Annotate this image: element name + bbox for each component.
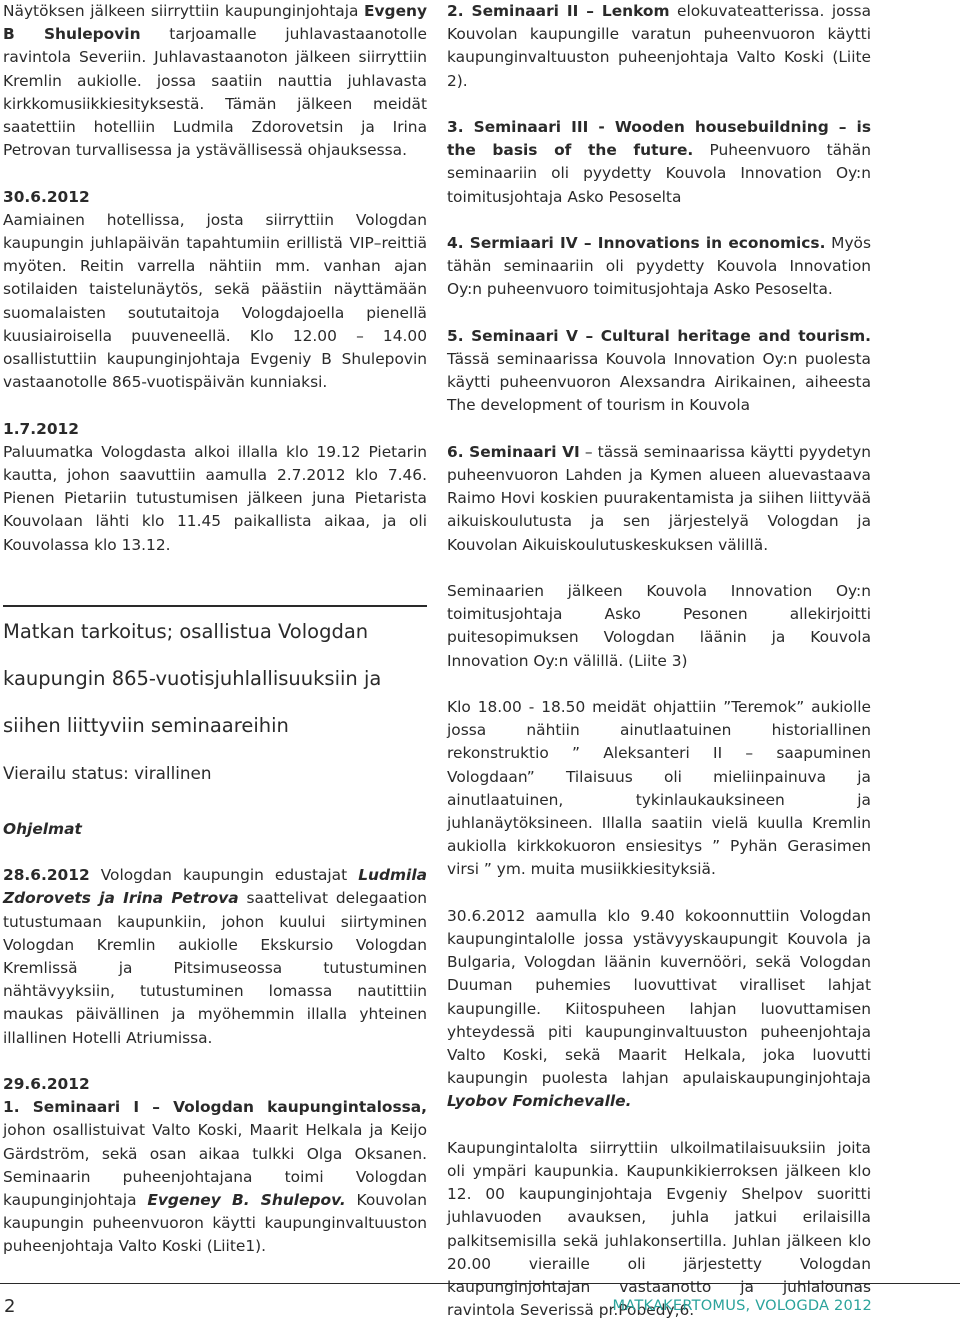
text-run: 30.6.2012 aamulla klo 9.40 kokoonnuttiin Vologdan kaupungintalolle jossa ystävyyskaupungit Kouvola ja Bulgaria, Vologdan läänin kuvernööri, sekä Vologdan Duuman puhemies luovuttivat viralliset lahjat kaupungille. Kiitospuheen lahjan luovuttamisen yhteydessä piti kaupunginvaltuuston puheenjohtaja Valto Koski, sekä Maarit Helkala, joka luovutti kaupungin puolesta lahjan apulaiskaupunginjohtaja (447, 906, 871, 1088)
text-run: 3. Seminaari III - Wooden housebuildning – is the basis of the future. (447, 118, 871, 160)
text-run: Evgeney B. Shulepov. (147, 1191, 346, 1210)
agreement-paragraph: Seminaarien jälkeen Kouvola Innovation Oy:n toimitusjohtaja Asko Pesonen allekirjoitti puitesopimuksen Vologdan läänin ja Kouvola Innovation Oy:n välillä. (Liite 3) (447, 582, 871, 670)
text-run: johon osallistuivat Valto Koski, Maarit Helkala ja Keijo Gärdström, sekä osan aikaa tulkki Olga Oksanen. Seminaarin puheenjohtajana toimi Vologdan kaupunginjohtaja (3, 1121, 427, 1210)
city-hall-paragraph (447, 905, 871, 1114)
seminar-4-paragraph (447, 232, 871, 302)
text-run: Kouvolan kaupungin puheenvuoron käytti kaupunginvaltuuston puheenjohtaja Valto Koski (Liite1). (3, 1191, 427, 1256)
text-run: Evgeny B Shulepovin (3, 2, 427, 44)
text-run: Myös tähän seminaariin oli pyydetty Kouvola Innovation Oy:n puheenvuoro toimitusjohtaja Asko Pesoselta. (447, 234, 871, 299)
text-run: 1. Seminaari I – Vologdan kaupungintalossa, (3, 1098, 427, 1117)
text-run: Näytöksen jälkeen siirryttiin kaupunginjohtaja (3, 2, 364, 20)
seminar-1-paragraph (3, 1096, 427, 1258)
seminar-5-paragraph (447, 325, 871, 418)
programs-heading: Ohjelmat (3, 820, 82, 838)
date-heading-29-6: 29.6.2012 (3, 1075, 90, 1094)
paragraph-28-6 (3, 864, 427, 1050)
section-divider (3, 605, 427, 607)
purpose-heading-line-2: kaupungin 865-vuotisjuhlallisuuksiin ja (3, 667, 382, 690)
text-run: Vologdan kaupungin edustajat (89, 866, 359, 885)
right-column (447, 0, 871, 1322)
text-run: saattelivat delegaation tutustumaan kaupunkiin, johon kuului siirtyminen Vologdan Kremlin aukiolle Ekskursio Vologdan Kremlissä ja Pitsimuseossa tutustuminen nähtävyyksiin, tutustuminen lomassa nautittiin maukas päivällinen ja myöhemmin illalla yhteinen illallinen Hotelli Atriumissa. (3, 889, 427, 1047)
purpose-heading-line-1: Matkan tarkoitus; osallistua Vologdan (3, 620, 369, 643)
page-number: 2 (4, 1296, 16, 1317)
date-heading-1-7: 1.7.2012 (3, 419, 79, 438)
footer-title: MATKAKERTOMUS, VOLOGDA 2012 (612, 1297, 872, 1314)
date-heading-30-6: 30.6.2012 (3, 187, 90, 206)
text-run: 5. Seminaari V – Cultural heritage and tourism. (447, 326, 871, 345)
text-run: – tässä seminaarissa käytti pyydetyn puheenvuoron Lahden ja Kymen alueen aluevastaava Raimo Hovi koskien puurakentamista ja siihen liittyvää aikuiskoulutusta ja sen järjestelyä Vologdan ja Kouvolan Aikuiskoulutuskeskuksen välillä. (447, 442, 871, 554)
visit-status: Vierailu status: virallinen (3, 763, 212, 783)
text-run: Tässä seminaarissa Kouvola Innovation Oy:n puolesta käytti puheenvuoron Alexsandra Airikainen, aiheesta The development of tourism in Kouvola (447, 350, 871, 415)
text-run: tarjoamalle juhlavastaanotolle ravintola Severiin. Juhlavastaanoton jälkeen siirryttiin Kremlin aukiolle. jossa saatiin nauttia juhlavasta kirkkomusiikkiesityksestä. Tämän jälkeen meidät saatettiin hotelliin Ludmila Zdorovetsin ja Irina Petrovan turvallisessa ja ystävällisessä ohjauksessa. (3, 25, 427, 160)
city-tour-paragraph: Kaupungintalolta siirryttiin ulkoilmatilaisuuksiin joita oli ympäri kaupunkia. Kaupunkikierroksen jälkeen klo 12. 00 kaupunginjohtaja Evgeniy Shelpov suoritti juhlavuoden avauksen, juhla jatkui erilaisilla palkitsemisilla sekä juhlakonsertilla. Juhlan jälkeen klo 20.00 vieraille oli järjestetty Vologdan kaupunginjohtajan vastaanotto ja juhlalounas ravintola Severissä pr.Pobedy,6. (447, 1138, 871, 1320)
intro-paragraph (3, 0, 427, 162)
seminar-3-paragraph (447, 116, 871, 209)
left-column (3, 0, 427, 1256)
text-run: 6. Seminaari VI (447, 442, 580, 461)
text-run: elokuvateatterissa. jossa Kouvolan kaupungille varatun puheenvuoron käytti kaupunginvaltuuston puheenjohtaja Valto Koski (Liite 2). (447, 2, 871, 90)
teremok-paragraph: Klo 18.00 - 18.50 meidät ohjattiin ”Teremok” aukiolle jossa nähtiin ainutlaatuinen historiallinen rekonstruktio ” Aleksanteri II – saapuminen Vologdaan” Tilaisuus oli mieliinpainuva ja ainutlaatuinen, tykinlaukauksineen ja juhlanäytöksineen. Illalla saatiin vielä kuulla Kremlin aukiolla kirkkokuoron ensiesitys ” Pyhän Gerasimen virsi ” ym. muita musiikkiesityksiä. (447, 698, 871, 879)
seminar-6-paragraph (447, 441, 871, 557)
paragraph-1-7: Paluumatka Vologdasta alkoi illalla klo 19.12 Pietarin kautta, johon saavuttiin aamulla 2.7.2012 klo 7.46. Pienen Pietariin tutustumisen jälkeen juna Pietarista Kouvolaan lähti klo 11.45 paikallista aikaa, ja oli Kouvolassa klo 13.12. (3, 442, 427, 554)
purpose-block (3, 620, 427, 1259)
text-run: Lyobov Fomichevalle. (447, 1092, 632, 1111)
paragraph-30-6: Aamiainen hotellissa, josta siirryttiin Vologdan kaupungin juhlapäivän tapahtumiin erillistä VIP–reittiä myöten. Reitin varrella nähtiin mm. vanhan ajan sotilaiden taistelunäytös, sekä päästiin näyttämään suomalaisten soututaitoja Vologdajoella pienellä kuusiairoisella puuveneellä. Klo 12.00 – 14.00 osallistuttiin kaupunginjohtaja Evgeniy B Shulepovin vastaanotolle 865-vuotispäivän kunniaksi. (3, 210, 427, 392)
footer-rule (0, 1283, 960, 1284)
text-run: 28.6.2012 (3, 866, 90, 885)
text-run: Ludmila Zdorovets ja Irina Petrova (3, 866, 427, 908)
text-run: 2. Seminaari II – Lenkom (447, 2, 670, 20)
purpose-heading-line-3: siihen liittyviin seminaareihin (3, 714, 289, 737)
seminar-2-paragraph (447, 0, 871, 93)
text-run: 4. Sermiaari IV – Innovations in economics. (447, 234, 826, 252)
text-run: Puheenvuoro tähän seminaariin oli pyydetty Kouvola Innovation Oy:n toimitusjohtaja Asko Pesoselta (447, 141, 871, 206)
